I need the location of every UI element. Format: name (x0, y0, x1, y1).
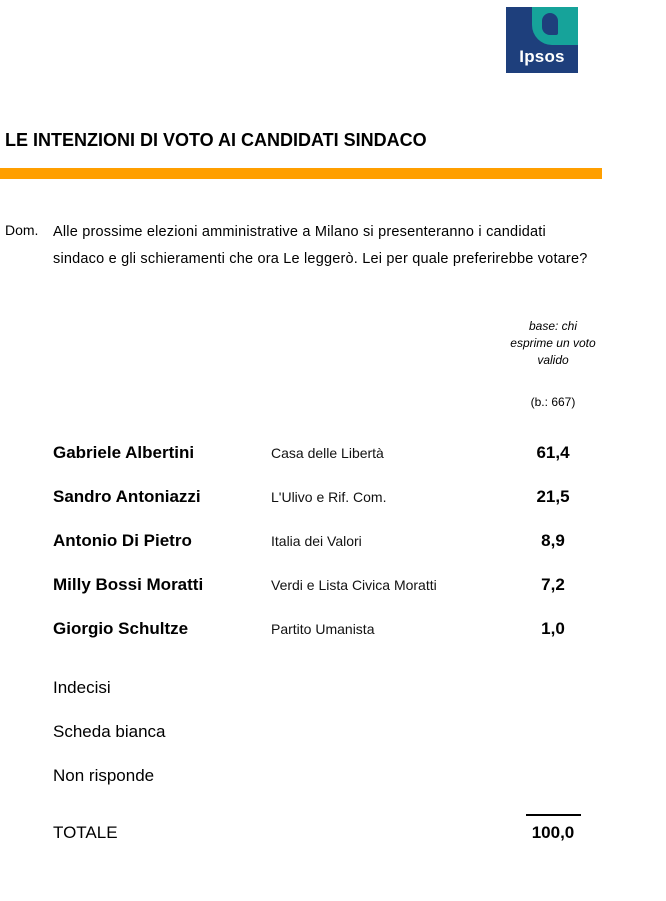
total-divider (526, 814, 581, 816)
candidate-party: L'Ulivo e Rif. Com. (271, 489, 387, 505)
candidate-row (0, 565, 666, 605)
candidate-party: Partito Umanista (271, 621, 375, 637)
total-label: TOTALE (53, 823, 118, 842)
candidate-name: Giorgio Schultze (53, 619, 189, 638)
question-label: Dom. (5, 222, 39, 238)
candidate-name: Gabriele Albertini (53, 443, 195, 462)
candidate-name: Milly Bossi Moratti (53, 575, 204, 594)
total-value: 100,0 (531, 823, 575, 842)
candidate-party: Casa delle Libertà (271, 445, 384, 461)
page-title: LE INTENZIONI DI VOTO AI CANDIDATI SINDACO (5, 130, 427, 150)
other-scheda-bianca: Scheda bianca (53, 722, 166, 741)
candidate-value: 8,9 (541, 531, 565, 550)
candidate-name: Sandro Antoniazzi (53, 487, 201, 506)
candidate-row (0, 609, 666, 649)
question-text: Alle prossime elezioni amministrative a Milano si presenteranno i candidati sindaco e gli schieramenti che ora Le leggerò. Lei per quale preferirebbe votare? (53, 224, 588, 267)
candidate-value: 61,4 (536, 443, 570, 462)
base-note: base: chi esprime un voto valido (510, 319, 596, 367)
base-count: (b.: 667) (530, 395, 576, 409)
candidate-party: Italia dei Valori (271, 533, 362, 549)
ipsos-logo (506, 7, 578, 73)
other-non-risponde: Non risponde (53, 766, 155, 785)
candidate-value: 1,0 (541, 619, 565, 638)
candidate-party: Verdi e Lista Civica Moratti (271, 577, 437, 593)
accent-bar (0, 168, 602, 179)
candidate-row (0, 521, 666, 561)
candidate-value: 21,5 (536, 487, 570, 506)
candidate-row (0, 477, 666, 517)
candidate-value: 7,2 (541, 575, 565, 594)
candidate-name: Antonio Di Pietro (53, 531, 192, 550)
logo-mark-icon (542, 13, 558, 35)
candidate-row (0, 433, 666, 473)
other-indecisi: Indecisi (53, 678, 111, 697)
logo-text: Ipsos (519, 47, 565, 66)
